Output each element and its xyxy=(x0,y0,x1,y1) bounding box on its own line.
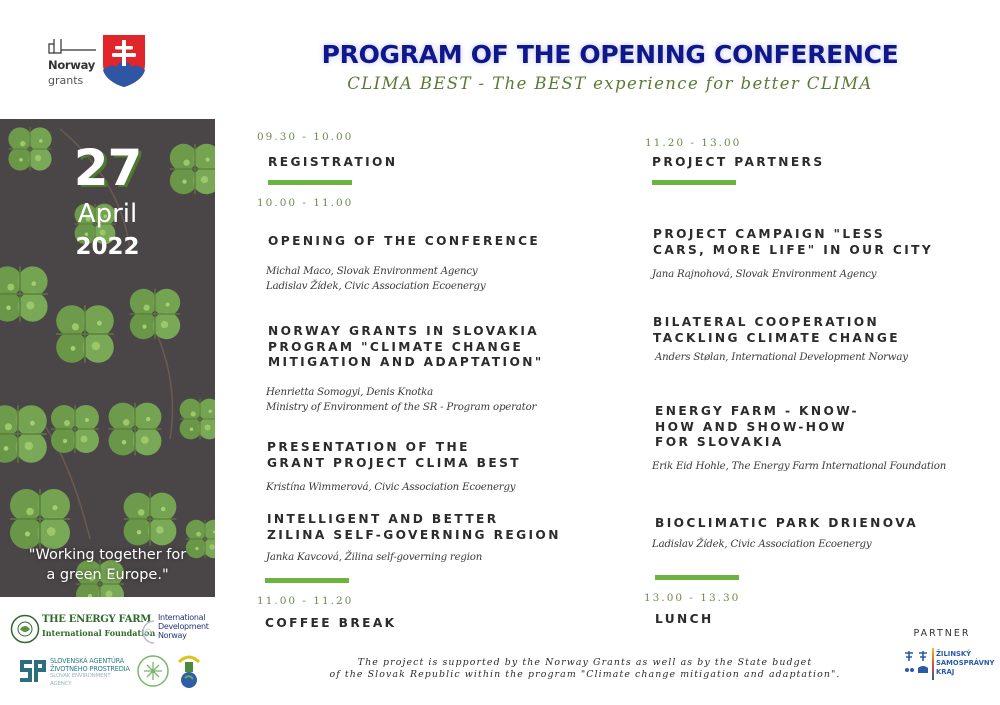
partner-logos xyxy=(8,608,223,698)
idn-line: Development xyxy=(158,622,209,631)
speaker-line: Jana Rajnohová, Slovak Environment Agency xyxy=(652,269,877,280)
session-title-campaign xyxy=(653,227,933,258)
sazp-line: SLOVAK ENVIRONMENT xyxy=(50,673,111,679)
norway-grants-word1: Norway xyxy=(48,58,95,72)
energy-farm-emblem-icon xyxy=(10,614,40,644)
speakers-zilina xyxy=(266,550,482,565)
zsk-line: SAMOSPRÁVNY xyxy=(936,659,995,667)
time-coffee-break: 11.00 - 11.20 xyxy=(257,595,354,607)
time-registration: 09.30 - 10.00 xyxy=(257,131,354,143)
session-title-energy-farm xyxy=(655,404,859,451)
page-title: PROGRAM OF THE OPENING CONFERENCE xyxy=(321,40,899,69)
divider-bar xyxy=(655,575,739,580)
time-lunch: 13.00 - 13.30 xyxy=(644,592,741,604)
energy-farm-name: THE ENERGY FARM xyxy=(42,614,152,625)
speaker-line: Erik Eid Hohle, The Energy Farm International Foundation xyxy=(652,461,947,472)
title-line: FOR SLOVAKIA xyxy=(655,435,784,449)
session-title-norway-grants xyxy=(268,324,544,371)
funding-note xyxy=(300,657,870,681)
norway-grants-logo xyxy=(46,34,106,92)
zsk-line: KRAJ xyxy=(936,668,955,676)
speaker-line: Michal Maco, Slovak Environment Agency xyxy=(266,266,478,277)
time-partners: 11.20 - 13.00 xyxy=(645,137,742,149)
partner-label: PARTNER xyxy=(913,628,971,639)
idn-line: Norway xyxy=(158,631,187,640)
title-line: ENERGY FARM - KNOW- xyxy=(655,404,860,418)
sazp-line: ŽIVOTNÉHO PROSTREDIA xyxy=(50,664,130,673)
title-line: GRANT PROJECT CLIMA BEST xyxy=(267,455,521,470)
title-line: PROJECT CAMPAIGN "LESS xyxy=(653,227,886,241)
title-line: ZILINA SELF-GOVERNING REGION xyxy=(267,527,561,542)
speaker-line: Ladislav Žídek, Civic Association Ecoenergy xyxy=(266,281,486,292)
session-title-drienova: BIOCLIMATIC PARK DRIENOVA xyxy=(655,516,919,530)
slogan-quote xyxy=(0,545,215,585)
speakers-norway-grants xyxy=(266,385,536,415)
zilina-region-name xyxy=(936,650,994,677)
speakers-drienova xyxy=(652,537,871,552)
norway-grants-mark-icon xyxy=(48,36,98,56)
speakers-bilateral xyxy=(655,350,908,365)
title-line: CARS, MORE LIFE" IN OUR CITY xyxy=(653,242,934,257)
divider-bar xyxy=(268,180,352,185)
speakers-opening xyxy=(266,264,485,294)
sazp-emblem-icon xyxy=(18,656,48,686)
date-day: 27 xyxy=(73,139,142,197)
session-title-clima-best xyxy=(267,440,521,471)
ecoenergy-emblem-icon xyxy=(176,652,202,690)
speaker-line: Henrietta Somogyi, Denis Knotka xyxy=(266,387,433,398)
speakers-energy-farm xyxy=(652,459,946,474)
speakers-clima-best xyxy=(266,480,515,495)
sazp-name xyxy=(50,658,130,688)
divider-bar xyxy=(265,578,349,583)
slogan-line-1: "Working together for xyxy=(28,547,187,563)
slogan-line-2: a green Europe." xyxy=(46,567,169,583)
speaker-line: Anders Stølan, International Development Norway xyxy=(655,352,908,363)
date-month: April xyxy=(77,199,138,229)
session-title-lunch: LUNCH xyxy=(655,612,714,626)
speaker-line: Ministry of Environment of the SR - Program operator xyxy=(266,402,537,413)
speaker-line: Janka Kavcová, Žilina self-governing region xyxy=(266,552,483,563)
divider-bar xyxy=(652,180,736,185)
zilina-region-logo xyxy=(902,644,995,684)
title-line: HOW AND SHOW-HOW xyxy=(655,419,847,434)
slovak-crest-icon xyxy=(102,34,146,88)
sazp-line: SLOVENSKÁ AGENTÚRA xyxy=(50,657,124,665)
title-line: NORWAY GRANTS IN SLOVAKIA xyxy=(268,324,540,338)
zilina-region-stripe xyxy=(932,648,934,680)
session-title-coffee-break: COFFEE BREAK xyxy=(265,616,397,630)
idn-line: International xyxy=(158,613,206,622)
date-year: 2022 xyxy=(75,234,140,260)
idn-emblem-icon xyxy=(138,618,158,646)
session-title-registration: REGISTRATION xyxy=(268,155,398,169)
speaker-line: Ladislav Žídek, Civic Association Ecoenergy xyxy=(652,539,872,550)
energy-farm-sub: International Foundation xyxy=(42,628,156,638)
title-line: TACKLING CLIMATE CHANGE xyxy=(653,330,900,345)
sazp-line: AGENCY xyxy=(50,680,72,687)
title-line: PRESENTATION OF THE xyxy=(267,440,470,454)
session-title-opening: OPENING OF THE CONFERENCE xyxy=(268,234,541,248)
funding-note-line-1: The project is supported by the Norway Grants as well as by the State budget xyxy=(357,657,813,668)
title-line: MITIGATION AND ADAPTATION" xyxy=(268,355,544,369)
session-title-zilina xyxy=(267,512,561,543)
idn-name xyxy=(158,613,209,640)
funding-note-line-2: of the Slovak Republic within the program "Climate change mitigation and adaptation". xyxy=(329,669,841,680)
zsk-line: ŽILINSKÝ xyxy=(936,650,972,658)
title-line: BILATERAL COOPERATION xyxy=(653,315,880,329)
session-title-bilateral xyxy=(653,315,900,346)
speakers-campaign xyxy=(652,267,876,282)
title-line: INTELLIGENT AND BETTER xyxy=(267,512,499,526)
session-title-partners: PROJECT PARTNERS xyxy=(652,155,825,169)
time-opening: 10.00 - 11.00 xyxy=(257,197,354,209)
zilina-region-emblem-icon xyxy=(902,648,932,678)
page-subtitle: CLIMA BEST - The BEST experience for better CLIMA xyxy=(347,74,873,93)
title-line: PROGRAM "CLIMATE CHANGE xyxy=(268,339,524,354)
norway-grants-word2: grants xyxy=(48,74,84,87)
speaker-line: Kristína Wimmerová, Civic Association Ecoenergy xyxy=(266,482,516,493)
bioclimatic-park-emblem-icon xyxy=(136,654,170,688)
